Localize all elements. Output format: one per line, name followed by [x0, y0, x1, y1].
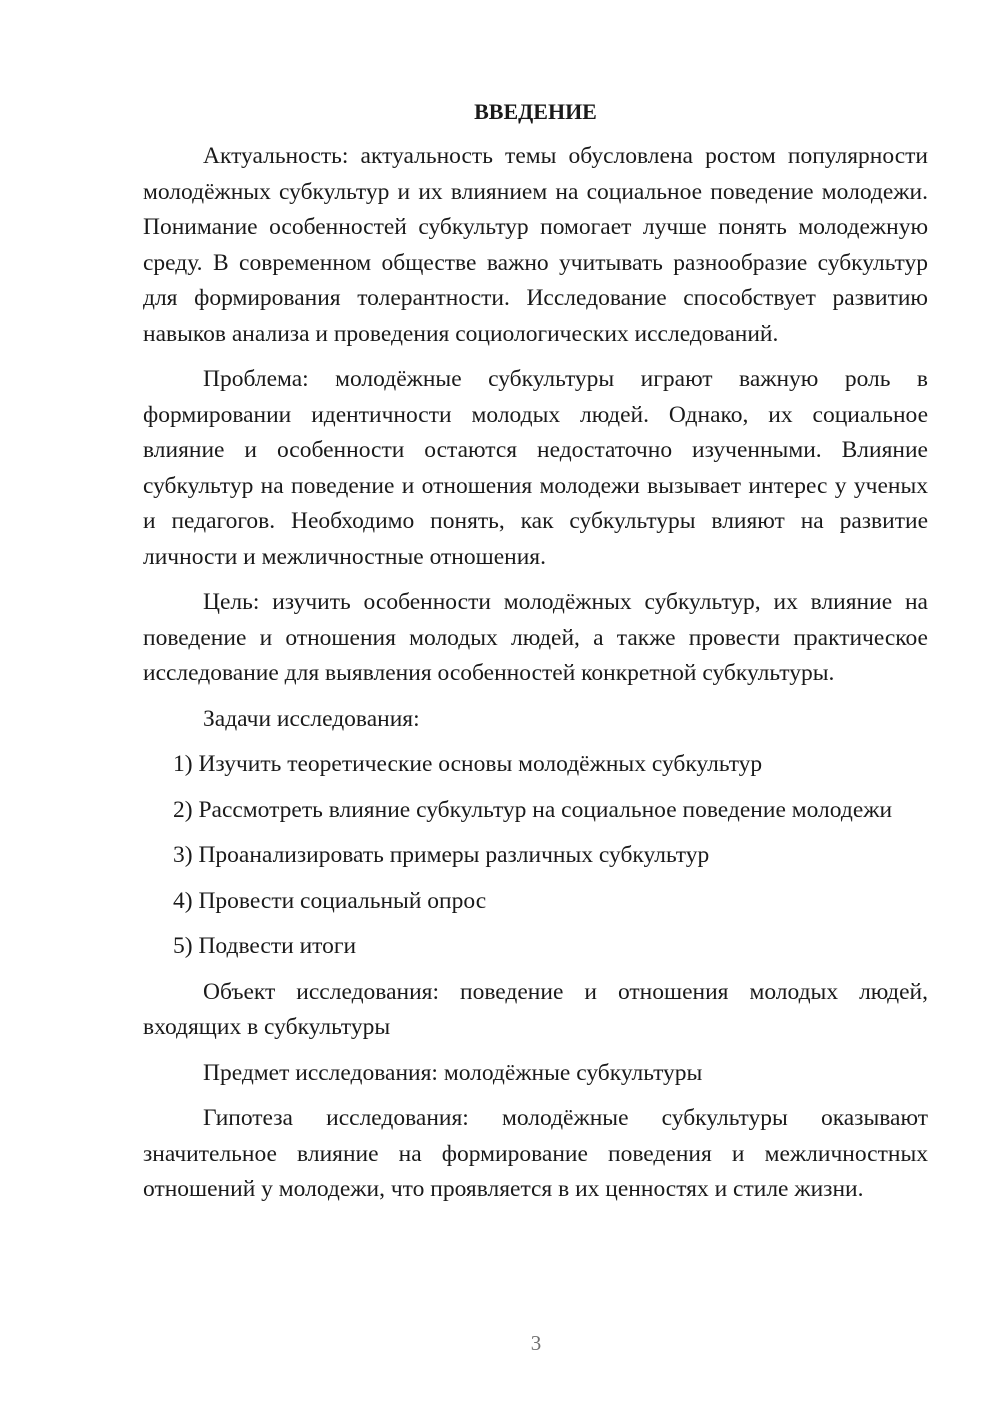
tasks-list — [143, 747, 928, 965]
subject-paragraph: Предмет исследования: молодёжные субкультуры — [203, 1059, 703, 1086]
object-paragraph: Объект исследования: поведение и отношения молодых людей, входящих в субкультуры — [143, 978, 928, 1040]
list-item: 5) Подвести итоги — [173, 933, 357, 959]
page-number: 3 — [530, 1331, 542, 1355]
relevance-paragraph: Актуальность: актуальность темы обусловлена ростом популярности молодёжных субкультур и их влиянием на социальное поведение молодежи. Понимание особенностей субкультур помогает лучше понять молодежную среду. В современном обществе важно учитывать разнообразие субкультур для формирования толерантности. Исследование способствует развитию навыков анализа и проведения социологических исследований. — [143, 143, 928, 347]
list-item: 2) Рассмотреть влияние субкультур на социальное поведение молодежи — [173, 796, 893, 823]
list-item: 3) Проанализировать примеры различных субкультур — [173, 842, 710, 868]
list-item: 1) Изучить теоретические основы молодёжных субкультур — [173, 751, 763, 777]
hypothesis-paragraph: Гипотеза исследования: молодёжные субкультуры оказывают значительное влияние на формирование поведения и межличностных отношений у молодежи, что проявляется в их ценностях и стиле жизни. — [143, 1105, 928, 1202]
page-content — [143, 94, 928, 1218]
list-item: 4) Провести социальный опрос — [173, 887, 487, 914]
problem-paragraph: Проблема: молодёжные субкультуры играют важную роль в формировании идентичности молодых людей. Однако, их социальное влияние и особенности остаются недостаточно изученными. Влияние субкультур на поведение и отношения молодежи вызывает интерес у ученых и педагогов. Необходимо понять, как субкультуры влияют на развитие личности и межличностные отношения. — [143, 366, 928, 570]
goal-paragraph: Цель: изучить особенности молодёжных субкультур, их влияние на поведение и отношения молодых людей, а также провести практическое исследование для выявления особенностей конкретной субкультуры. — [143, 589, 928, 686]
section-heading: ВВЕДЕНИЕ — [474, 99, 597, 124]
tasks-title: Задачи исследования: — [203, 705, 420, 732]
